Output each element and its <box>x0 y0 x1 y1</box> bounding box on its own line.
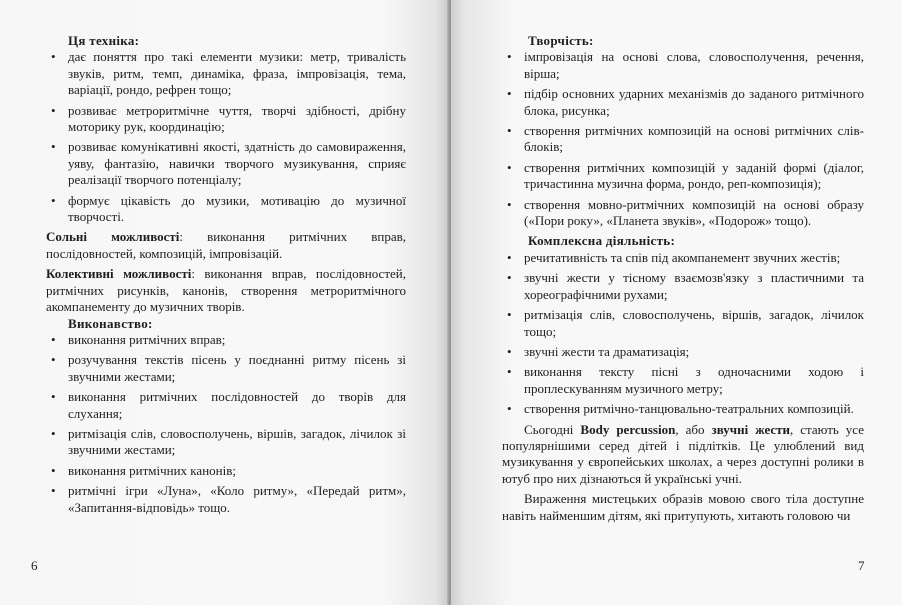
list-item: • розучування текстів пісень у поєднанні ритму пісень зі звучними жестами; <box>51 352 406 384</box>
heading-complex-activity: Комплексна діяльність: <box>528 233 676 249</box>
bullet-icon: • <box>51 483 56 499</box>
list-item: • ритмізація слів, словосполучень, віршів, загадок, лічилок зі звучними жестами; <box>51 425 406 458</box>
bullet-icon: • <box>507 249 512 265</box>
bullet-icon: • <box>51 425 56 441</box>
list-item: • формує цікавість до музики, мотивацію до музичної творчості. <box>51 192 406 225</box>
page-number: 7 <box>858 558 865 573</box>
list-item: • звучні жести у тісному взаємозв'язку з пластичними та хореографічними рухами; <box>507 270 864 302</box>
left-page <box>0 0 449 605</box>
page-number: 6 <box>31 558 38 573</box>
heading-creativity: Творчість: <box>528 33 594 48</box>
bullet-icon: • <box>507 364 512 380</box>
performance-list <box>46 332 406 516</box>
bullet-icon: • <box>51 49 56 65</box>
complex-activity-list <box>502 250 864 418</box>
heading-technique: Ця техніка: <box>68 33 140 48</box>
bullet-icon: • <box>507 159 512 175</box>
bullet-icon: • <box>507 270 512 286</box>
list-item: • підбір основних ударних механізмів до заданого ритмічного блока, рисунка; <box>507 86 864 118</box>
list-item: • ритмізація слів, словосполучень, віршів, загадок, лічилок тощо; <box>507 307 864 339</box>
bullet-icon: • <box>507 86 512 102</box>
list-item: • дає поняття про такі елементи музики: метр, тривалість звуків, ритм, темп, динаміка, фраза, імпровізація, тема, варіації, рондо, рефрен тощо; <box>51 49 406 98</box>
list-item: • звучні жести та драматизація; <box>507 343 690 359</box>
list-item: • розвиває комунікативні якості, здатність до самовираження, уяву, фантазію, навички творчого музикування, сприяє реалізації творчого потенціалу; <box>51 139 406 188</box>
creativity-list <box>502 49 864 229</box>
right-page-text <box>502 33 864 524</box>
heading-performance: Виконавство: <box>68 315 153 331</box>
list-item: • створення ритмічних композицій на основі ритмічних слів-блоків; <box>507 123 864 155</box>
list-item: • створення ритмічно-танцювально-театральних композицій. <box>507 401 854 417</box>
bullet-icon: • <box>507 401 512 417</box>
bullet-icon: • <box>51 389 56 405</box>
bullet-icon: • <box>507 343 512 359</box>
left-page-text <box>46 33 406 520</box>
bullet-icon: • <box>51 192 56 208</box>
expression-paragraph: Вираження мистецьких образів мовою свого тіла доступне навіть найменшим дітям, які притупують, хитають головою чи <box>502 491 864 523</box>
list-item: • речитативність та спів під акомпанемент звучних жестів; <box>507 249 841 265</box>
bullet-icon: • <box>51 102 56 118</box>
list-item: • виконання ритмічних послідовностей до творів для слухання; <box>51 389 406 421</box>
bullet-icon: • <box>51 139 56 155</box>
bullet-icon: • <box>51 352 56 368</box>
bullet-icon: • <box>507 49 512 65</box>
bullet-icon: • <box>51 462 56 478</box>
collective-possibilities: Колективні можливості: виконання вправ, послідовностей, ритмічних рисунків, канонів, створення метроритмічного акомпанементу до музичних творів. <box>46 266 406 315</box>
solo-possibilities: Сольні можливості: виконання ритмічних вправ, послідовностей, композицій, імпровізацій. <box>46 229 406 261</box>
list-item: • розвиває метроритмічне чуття, творчі здібності, дрібну моторику рук, координацію; <box>51 102 406 135</box>
list-item: • імпровізація на основі слова, словосполучення, речення, вірша; <box>507 49 864 81</box>
bullet-icon: • <box>507 307 512 323</box>
list-item: • виконання ритмічних вправ; <box>51 331 226 347</box>
bullet-icon: • <box>507 196 512 212</box>
list-item: • створення ритмічних композицій у заданій формі (діалог, тричастинна музична форма, рондо, реп-композиція); <box>507 159 864 192</box>
bullet-icon: • <box>507 123 512 139</box>
list-item: • створення мовно-ритмічних композицій на основі образу («Пори року», «Планета звуків», «Подорож» тощо). <box>507 196 864 229</box>
bullet-icon: • <box>51 331 56 347</box>
right-page <box>451 0 902 605</box>
list-item: • виконання ритмічних канонів; <box>51 462 236 478</box>
technique-list <box>46 49 406 225</box>
body-percussion-paragraph: Сьогодні Body percussion, або звучні жести, стають усе популярнішими серед дітей і підлітків. Це улюблений вид музикування у європейських школах, а через доступні ролики в ютуб про них дізнаються й українські учні. <box>502 421 865 486</box>
list-item: • виконання тексту пісні з одночасними ходою і проплескуванням музичного метру; <box>507 364 864 396</box>
list-item: • ритмічні ігри «Луна», «Коло ритму», «Передай ритм», «Запитання-відповідь» тощо. <box>51 483 406 515</box>
